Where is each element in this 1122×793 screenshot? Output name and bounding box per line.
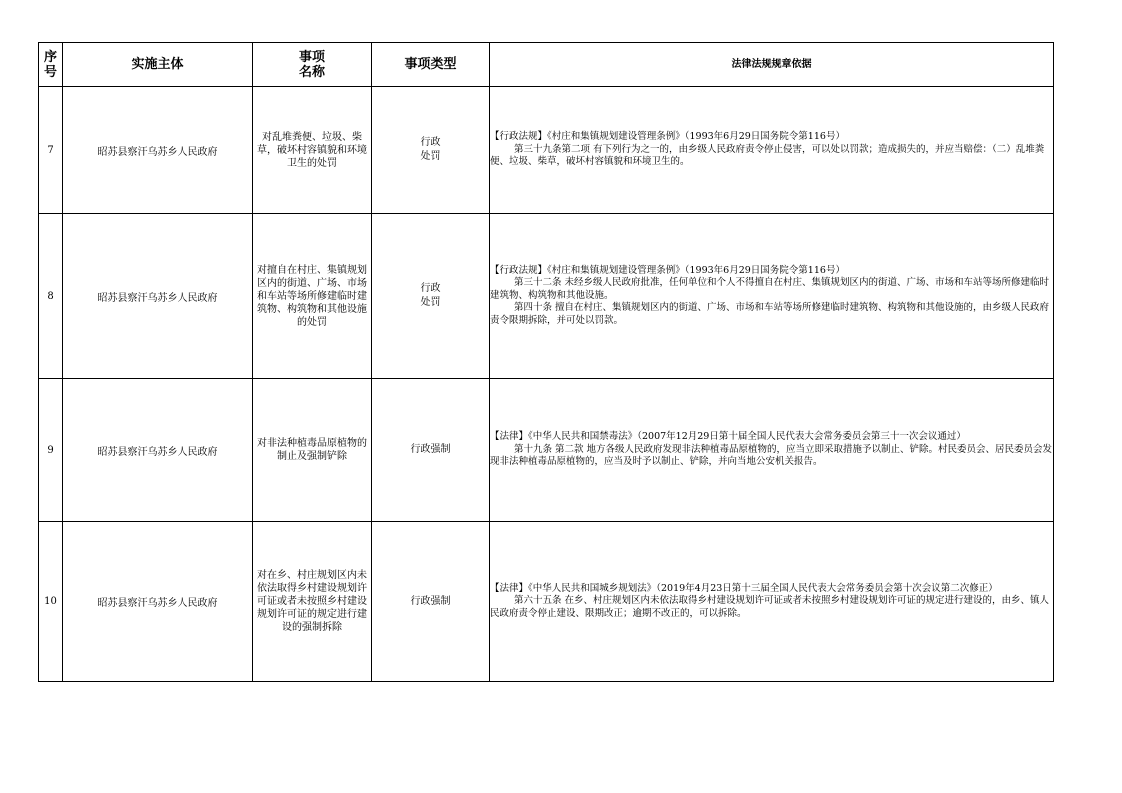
row-subject: 昭苏县察汗乌苏乡人民政府	[63, 214, 253, 379]
table-header-row	[39, 43, 1054, 87]
row-item-type: 行政 处罚	[372, 87, 490, 214]
row-basis	[490, 87, 1054, 214]
basis-paragraph: 第四十条 擅自在村庄、集镇规划区内的街道、广场、市场和车站等场所修建临时建筑物、构筑物和其他设施的，由乡级人民政府责令限期拆除，并可处以罚款。	[490, 302, 1050, 326]
header-no: 序 号	[39, 43, 63, 87]
legal-basis-table	[38, 42, 1054, 682]
row-item-name: 对在乡、村庄规划区内未依法取得乡村建设规划许可证或者未按照乡村建设规划许可证的规定进行建设的强制拆除	[253, 522, 372, 682]
row-basis	[490, 379, 1054, 522]
basis-paragraph: 第十九条 第二款 地方各级人民政府发现非法种植毒品原植物的，应当立即采取措施予以制止、铲除。村民委员会、居民委员会发现非法种植毒品原植物的，应当及时予以制止、铲除，并向当地公安机关报告。	[490, 443, 1053, 468]
row-item-name: 对乱堆粪便、垃圾、柴草，破坏村容镇貌和环境卫生的处罚	[253, 87, 372, 214]
row-item-name: 对擅自在村庄、集镇规划区内的街道、广场、市场和车站等场所修建临时建筑物、构筑物和其他设施的处罚	[253, 214, 372, 379]
header-subject: 实施主体	[63, 43, 253, 87]
row-no: 10	[39, 522, 63, 682]
table-row	[39, 522, 1054, 682]
row-item-name: 对非法种植毒品原植物的制止及强制铲除	[253, 379, 372, 522]
basis-paragraph: 第三十九条第二项 有下列行为之一的，由乡级人民政府责令停止侵害，可以处以罚款；造成损失的，并应当赔偿：（二）乱堆粪便、垃圾、柴草，破坏村容镇貌和环境卫生的。	[490, 143, 1045, 168]
row-subject: 昭苏县察汗乌苏乡人民政府	[63, 379, 253, 522]
basis-title: 【法律】《中华人民共和国禁毒法》（2007年12月29日第十届全国人民代表大会常务委员会第三十一次会议通过）	[490, 431, 966, 443]
basis-title: 【行政法规】《村庄和集镇规划建设管理条例》（1993年6月29日国务院令第116号）	[490, 131, 845, 143]
basis-title: 【行政法规】《村庄和集镇规划建设管理条例》（1993年6月29日国务院令第116号）	[490, 264, 845, 276]
header-basis: 法律法规规章依据	[490, 43, 1054, 87]
row-subject: 昭苏县察汗乌苏乡人民政府	[63, 522, 253, 682]
row-item-type: 行政强制	[372, 522, 490, 682]
basis-paragraph: 第六十五条 在乡、村庄规划区内未依法取得乡村建设规划许可证或者未按照乡村建设规划许可证的规定进行建设的，由乡、镇人民政府责令停止建设、限期改正；逾期不改正的，可以拆除。	[490, 595, 1050, 619]
header-item-name: 事项 名称	[253, 43, 372, 87]
row-subject: 昭苏县察汗乌苏乡人民政府	[63, 87, 253, 214]
row-no: 7	[39, 87, 63, 214]
basis-title: 【法律】《中华人民共和国城乡规划法》（2019年4月23日第十三届全国人民代表大会常务委员会第十次会议第二次修正）	[490, 582, 998, 594]
row-basis	[490, 522, 1054, 682]
row-basis	[490, 214, 1054, 379]
row-item-type: 行政 处罚	[372, 214, 490, 379]
table-row	[39, 87, 1054, 214]
table-row	[39, 214, 1054, 379]
row-item-type: 行政强制	[372, 379, 490, 522]
table-row	[39, 379, 1054, 522]
row-no: 9	[39, 379, 63, 522]
header-item-type: 事项类型	[372, 43, 490, 87]
basis-paragraph: 第三十二条 未经乡级人民政府批准，任何单位和个人不得擅自在村庄、集镇规划区内的街道、广场、市场和车站等场所修建临时建筑物、构筑物和其他设施。	[490, 277, 1050, 301]
row-no: 8	[39, 214, 63, 379]
